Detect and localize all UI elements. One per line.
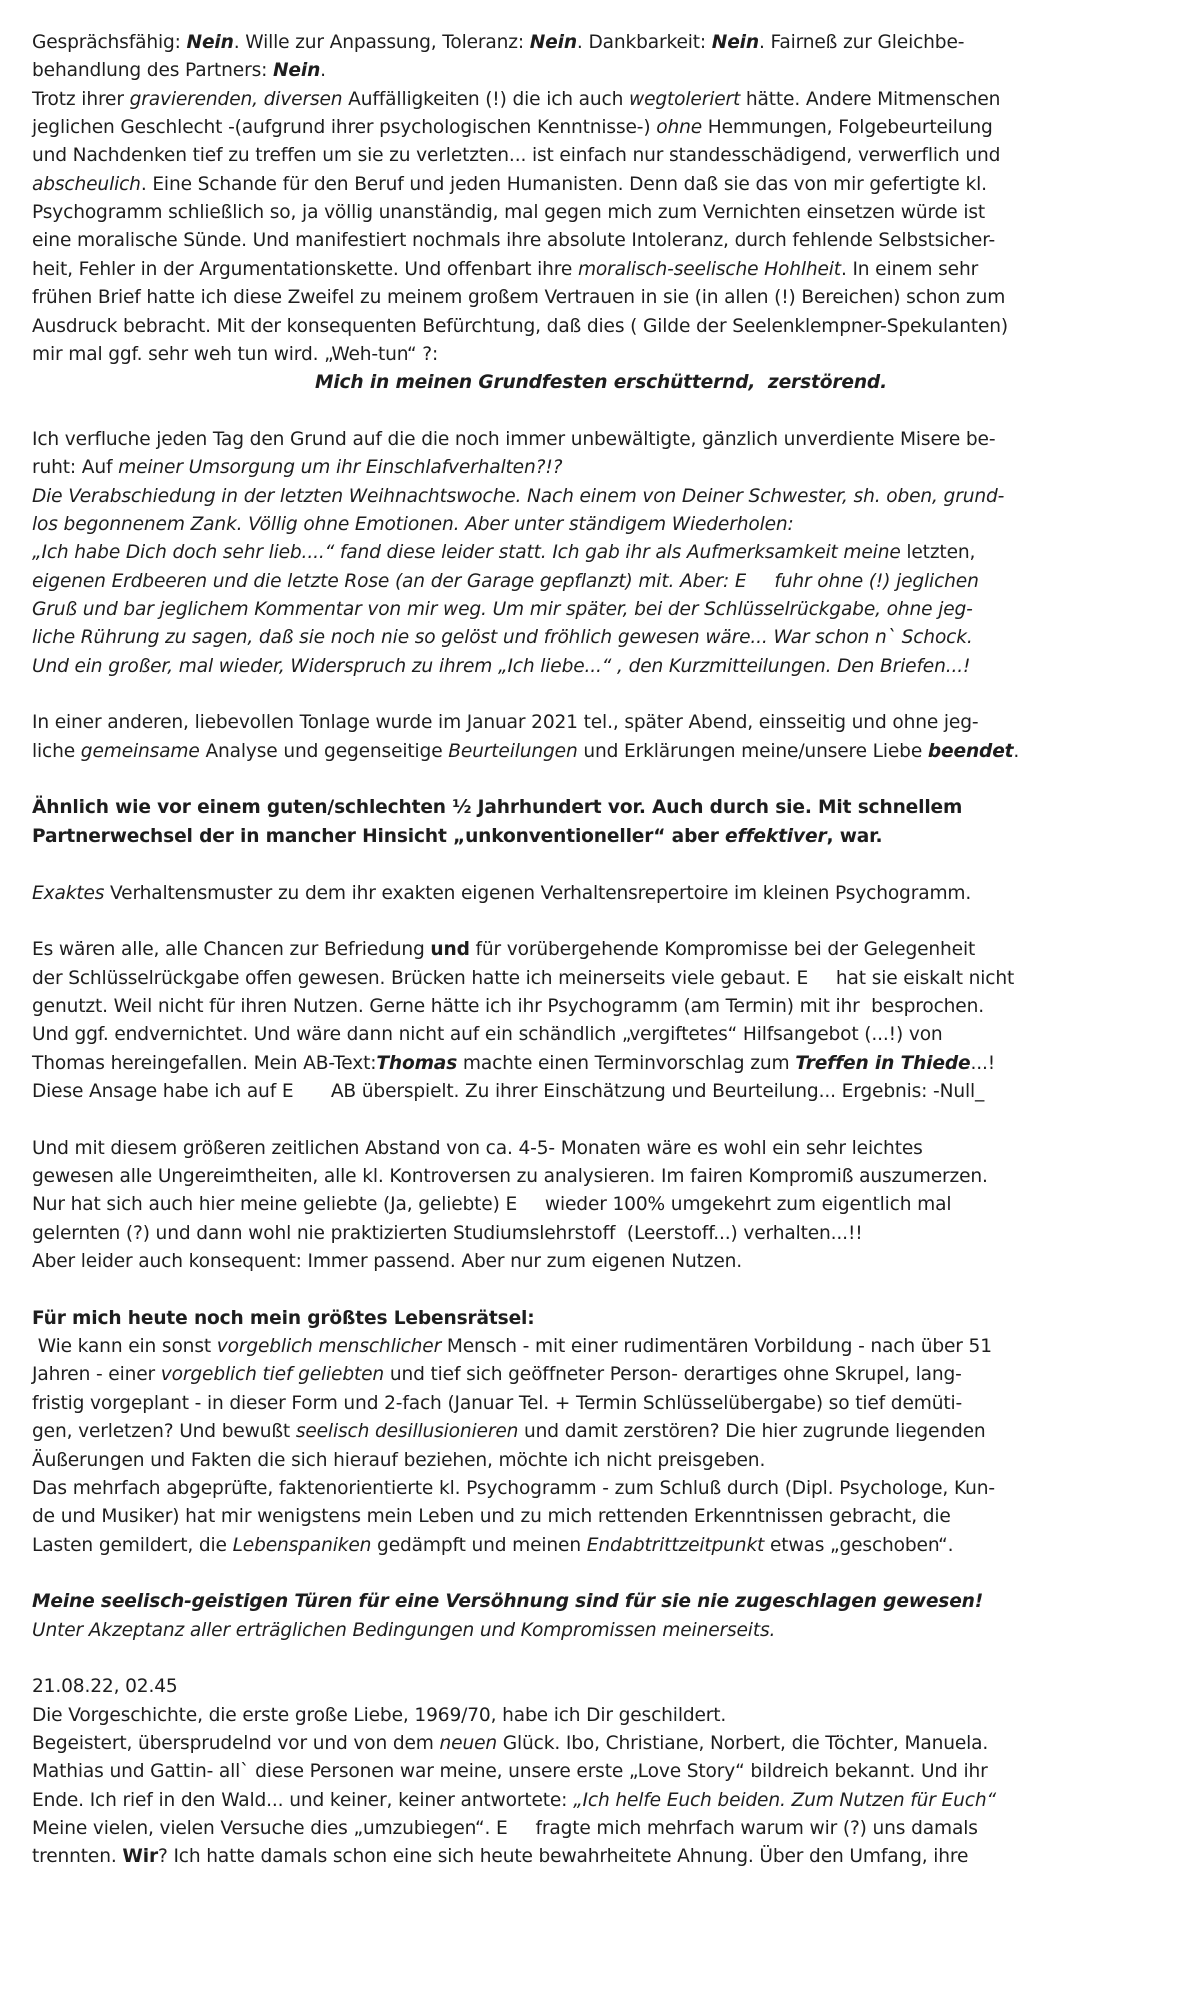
text-line: [32, 881, 971, 907]
text-line: [32, 540, 975, 566]
text-run: Endabtrittzeitpunkt: [586, 1534, 765, 1556]
text-run: Beurteilungen: [448, 740, 578, 762]
text-run: los begonnenem Zank. Völlig ohne Emotionen. Aber unter ständigem Wiederholen:: [32, 513, 794, 535]
text-run: Ich verfluche jeden Tag den Grund auf die die noch immer unbewältigte, gänzlich unverdiente Misere be-: [32, 428, 996, 450]
text-run: .: [1013, 740, 1020, 762]
text-run: Exaktes: [32, 882, 105, 904]
text-line: [32, 87, 1000, 113]
text-line: [32, 739, 1019, 765]
text-run: Gruß und bar jeglichem Kommentar von mir weg. Um mir später, bei der Schlüsselrückgabe, ohne jeg-: [32, 599, 973, 620]
text-line: [32, 342, 438, 368]
text-run: Mathias und Gattin- all` diese Personen war meine, unsere erste „Love Story“ bildreich bekannt. Und ihr: [32, 1761, 988, 1783]
text-line: [32, 200, 985, 226]
text-run: liche Rührung zu sagen, daß sie noch nie so gelöst und fröhlich gewesen wäre... War schon n` Schock.: [32, 627, 973, 649]
text-line: [32, 1051, 995, 1077]
text-run: gelernten (?) und dann wohl nie praktizierten Studiumslehrstoff (Leerstoff...) verhalten...!!: [32, 1222, 863, 1244]
text-run: . Eine Schande für den Beruf und jeden Humanisten. Denn daß sie das von mir gefertigte kl.: [140, 173, 987, 195]
text-run: Das mehrfach abgeprüfte, faktenorientierte kl. Psychogramm - zum Schluß durch (Dipl. Psychologe, Kun-: [32, 1477, 995, 1499]
text-run: Die Verabschiedung in der letzten Weihnachtswoche. Nach einem von Deiner Schwester, sh. oben, grund-: [32, 485, 1005, 507]
text-line: [32, 1249, 742, 1275]
text-run: Mensch - mit einer rudimentären Vorbildung - nach über 51: [441, 1336, 992, 1358]
text-run: meiner Umsorgung um ihr Einschlafverhalten?!?: [118, 457, 563, 479]
text-run: Ähnlich wie vor einem guten/schlechten ½ Jahrhundert vor. Auch durch sie. Mit schnellem: [32, 797, 963, 819]
text-run: Nur hat sich auch hier meine geliebte (Ja, geliebte) E: [32, 1194, 518, 1216]
text-run: Treffen in Thiede: [795, 1052, 971, 1074]
text-line: [32, 427, 995, 453]
text-run: der Schlüsselrückgabe offen gewesen. Brücken hatte ich meinerseits viele gebaut. E: [32, 967, 809, 989]
text-line: [32, 569, 979, 595]
text-run: vorgeblich tief geliebten: [160, 1364, 385, 1386]
text-run: behandlung des Partners:: [32, 60, 273, 82]
text-run: eigenen Erdbeeren und die letzte Rose (an der Garage gepflanzt) mit. Aber: E: [32, 570, 747, 592]
text-run: . Fairneß zur Gleichbe-: [758, 32, 965, 53]
text-run: für vorübergehende Kompromisse bei der Gelegenheit: [469, 939, 976, 961]
text-run: vorgeblich menschlicher: [216, 1336, 442, 1358]
redacted-name: [808, 966, 830, 992]
text-run: machte einen Terminvorschlag zum: [457, 1052, 796, 1074]
text-run: Und ein großer, mal wieder, Widerspruch zu ihrem „Ich liebe...“ , den Kurzmitteilungen. Den Briefen...!: [32, 655, 971, 677]
text-line: [32, 654, 970, 680]
text-line: [32, 1476, 995, 1502]
text-line: [32, 937, 975, 963]
text-run: de und Musiker) hat mir wenigstens mein Leben und zu mich rettenden Erkenntnissen gebracht, die: [32, 1506, 951, 1528]
text-run: mir mal ggf. sehr weh tun wird. „Weh-tun“ ?:: [32, 343, 439, 365]
text-run: Trotz ihrer: [32, 88, 130, 110]
text-run: jeglichen Geschlecht -(aufgrund ihrer psychologischen Kenntnisse-): [32, 117, 657, 139]
text-run: Es wären alle, alle Chancen zur Befriedung: [32, 939, 431, 961]
text-line: [32, 512, 794, 538]
text-line: [32, 710, 978, 736]
text-run: .: [320, 60, 326, 82]
text-run: Thomas hereingefallen. Mein AB-Text:: [32, 1052, 377, 1074]
text-run: Meine seelisch-geistigen Türen für eine Versöhnung sind für sie nie zugeschlagen gewesen!: [32, 1591, 984, 1613]
text-line: [32, 1618, 775, 1644]
text-run: letzten,: [906, 542, 976, 564]
text-run: , war.: [826, 825, 883, 847]
text-run: „Ich habe Dich doch sehr lieb....“ fand diese leider statt. Ich gab ihr als Aufmerksamkeit meine: [32, 542, 907, 564]
text-run: Begeistert, übersprudelnd vor und von dem: [32, 1733, 440, 1754]
text-run: Die Vorgeschichte, die erste große Liebe, 1969/70, habe ich Dir geschildert.: [32, 1704, 727, 1726]
text-run: gewesen alle Ungereimtheiten, alle kl. Kontroversen zu analysieren. Im fairen Kompromiß auszumerzen.: [32, 1166, 988, 1187]
text-line: [32, 1674, 178, 1700]
text-run: etwas „geschoben“.: [764, 1534, 954, 1556]
text-line: [32, 115, 993, 141]
text-run: gravierenden, diversen: [129, 88, 343, 110]
text-run: effektiver: [725, 825, 827, 847]
text-run: Nein: [529, 32, 577, 53]
text-run: genutzt. Weil nicht für ihren Nutzen. Gerne hätte ich ihr Psychogramm (am Termin) mit ihr besprochen.: [32, 995, 984, 1017]
text-line: [32, 1391, 962, 1417]
text-run: fragte mich mehrfach warum wir (?) uns damals: [529, 1818, 978, 1840]
text-line: [32, 1192, 951, 1218]
text-run: Meine vielen, vielen Versuche dies „umzubiegen“. E: [32, 1818, 508, 1840]
text-run: In einer anderen, liebevollen Tonlage wurde im Januar 2021 tel., später Abend, einsseitig und ohne jeg-: [32, 712, 979, 734]
text-line: [32, 994, 984, 1020]
text-run: Lasten gemildert, die: [32, 1534, 233, 1556]
text-run: Wie kann ein sonst: [32, 1336, 217, 1358]
text-run: 21.08.22, 02.45: [32, 1676, 178, 1698]
text-run: ruht: Auf: [32, 457, 119, 479]
centered-emphasis-line: [0, 370, 1202, 396]
text-run: AB überspielt. Zu ihrer Einschätzung und Beurteilung... Ergebnis: -Null_: [330, 1080, 985, 1102]
text-run: und: [430, 939, 470, 961]
text-line: [32, 455, 562, 481]
text-line: [32, 1504, 951, 1530]
text-run: und Nachdenken tief zu treffen um sie zu verletzten... ist einfach nur standesschädigend, verwerflich und: [32, 145, 1001, 167]
text-line: [32, 285, 1005, 311]
text-line: [32, 795, 962, 821]
text-line: [32, 1816, 978, 1842]
text-line: [32, 1079, 984, 1105]
text-line: [32, 143, 1000, 169]
text-line: [32, 1703, 726, 1729]
text-run: hat sie eiskalt nicht: [830, 967, 1015, 989]
text-run: Glück. Ibo, Christiane, Norbert, die Töchter, Manuela.: [497, 1733, 989, 1754]
text-run: Lebenspaniken: [232, 1534, 372, 1556]
text-line: [32, 228, 995, 254]
text-run: gedämpft und meinen: [371, 1534, 587, 1556]
text-run: Ausdruck bebracht. Mit der konsequenten Befürchtung, daß dies ( Gilde der Seelenklempner-Spekulanten): [32, 315, 1009, 337]
text-run: Für mich heute noch mein größtes Lebensrätsel:: [32, 1307, 535, 1329]
text-run: Mich in meinen Grundfesten erschütternd, zerstörend.: [314, 372, 888, 394]
text-run: Wir: [122, 1846, 158, 1868]
text-line: [32, 966, 1014, 992]
text-run: Jahren - einer: [32, 1364, 161, 1386]
text-line: [32, 1362, 962, 1388]
text-line: [32, 1022, 943, 1048]
text-run: ...!: [970, 1052, 996, 1074]
text-run: Und mit diesem größeren zeitlichen Abstand von ca. 4-5- Monaten wäre es wohl ein sehr leichtes: [32, 1137, 923, 1159]
text-run: ohne: [656, 117, 703, 139]
text-line: [32, 1306, 535, 1332]
text-run: und Erklärungen meine/unsere Liebe: [577, 740, 928, 762]
text-line: [32, 625, 973, 651]
text-run: hätte. Andere Mitmenschen: [740, 88, 1001, 110]
redacted-name: [746, 569, 768, 595]
text-run: Nein: [186, 32, 234, 53]
text-line: [32, 257, 978, 283]
text-run: Nein: [711, 32, 759, 53]
text-run: Aber leider auch konsequent: Immer passend. Aber nur zum eigenen Nutzen.: [32, 1251, 743, 1273]
text-run: Psychogramm schließlich so, ja völlig unanständig, mal gegen mich zum Vernichten einsetzen würde ist: [32, 202, 986, 224]
text-run: Partnerwechsel der in mancher Hinsicht „unkonventioneller“ aber: [32, 825, 726, 847]
text-line: [32, 1731, 988, 1757]
text-run: heit, Fehler in der Argumentationskette. Und offenbart ihre: [32, 258, 578, 280]
text-run: frühen Brief hatte ich diese Zweifel zu meinem großem Vertrauen in sie (in allen (!) Bereichen) schon zum: [32, 287, 1006, 309]
redacted-name: [508, 1816, 530, 1842]
text-line: [32, 1759, 988, 1785]
text-line: [32, 1334, 992, 1360]
text-run: Verhaltensmuster zu dem ihr exakten eigenen Verhaltensrepertoire im kleinen Psychogramm.: [104, 882, 972, 904]
text-line: [32, 1533, 953, 1559]
text-line: [32, 172, 987, 198]
text-run: Thomas: [376, 1052, 458, 1074]
text-line: [32, 314, 1008, 340]
text-run: Auffälligkeiten (!) die ich auch: [342, 88, 630, 110]
text-run: wegtoleriert: [629, 88, 741, 110]
text-run: und damit zerstören? Die hier zugrunde liegenden: [518, 1421, 986, 1443]
text-run: moralisch-seelische Hohlheit: [577, 258, 841, 280]
redacted-name: [293, 1079, 330, 1105]
text-run: gemeinsame: [80, 740, 200, 762]
text-line: [32, 1136, 923, 1162]
text-run: . Dankbarkeit:: [576, 32, 712, 53]
text-line: [32, 1788, 996, 1814]
redacted-name: [517, 1192, 539, 1218]
text-line: [32, 824, 882, 850]
text-run: und tief sich geöffneter Person- derartiges ohne Skrupel, lang-: [384, 1364, 962, 1386]
text-run: fuhr ohne (!) jeglichen: [768, 570, 979, 592]
text-line: [32, 1589, 983, 1615]
text-run: beendet: [927, 740, 1014, 762]
text-line: [32, 58, 326, 84]
text-run: Ende. Ich rief in den Wald... und keiner, keiner antwortete:: [32, 1789, 574, 1811]
text-run: Unter Akzeptanz aller erträglichen Bedingungen und Kompromissen meinerseits.: [32, 1619, 776, 1641]
text-run: abscheulich: [32, 173, 141, 195]
text-run: gen, verletzen? Und bewußt: [32, 1421, 296, 1443]
text-run: wieder 100% umgekehrt zum eigentlich mal: [539, 1194, 952, 1216]
text-line: [32, 1844, 968, 1870]
text-run: neuen: [439, 1733, 498, 1754]
text-run: . Wille zur Anpassung, Toleranz:: [233, 32, 530, 53]
text-run: seelisch desillusionieren: [295, 1421, 519, 1443]
text-run: Äußerungen und Fakten die sich hierauf beziehen, möchte ich nicht preisgeben.: [32, 1449, 766, 1471]
text-run: Und ggf. endvernichtet. Und wäre dann nicht auf ein schändlich „vergiftetes“ Hilfsangebot (...!) von: [32, 1024, 943, 1046]
text-line: [32, 1448, 765, 1474]
text-run: Nein: [272, 60, 321, 82]
text-run: „Ich helfe Euch beiden. Zum Nutzen für Euch“: [573, 1789, 996, 1811]
text-run: liche: [32, 740, 81, 762]
text-line: [32, 1221, 863, 1247]
text-run: Analyse und gegenseitige: [199, 740, 449, 762]
text-line: [32, 484, 1004, 510]
text-run: Hemmungen, Folgebeurteilung: [702, 117, 993, 139]
text-run: trennten.: [32, 1846, 123, 1868]
text-run: ? Ich hatte damals schon eine sich heute bewahrheitete Ahnung. Über den Umfang, ihre: [157, 1846, 969, 1868]
text-line: [32, 30, 964, 56]
text-run: . In einem sehr: [840, 258, 979, 280]
text-run: fristig vorgeplant - in dieser Form und 2-fach (Januar Tel. + Termin Schlüsselübergabe) so tief demüti-: [32, 1392, 963, 1414]
text-run: Diese Ansage habe ich auf E: [32, 1080, 294, 1102]
text-run: Gesprächsfähig:: [32, 32, 187, 53]
text-run: eine moralische Sünde. Und manifestiert nochmals ihre absolute Intoleranz, durch fehlende Selbstsicher-: [32, 230, 996, 252]
text-line: [32, 1164, 988, 1190]
text-line: [32, 597, 973, 623]
text-line: [32, 1419, 986, 1445]
